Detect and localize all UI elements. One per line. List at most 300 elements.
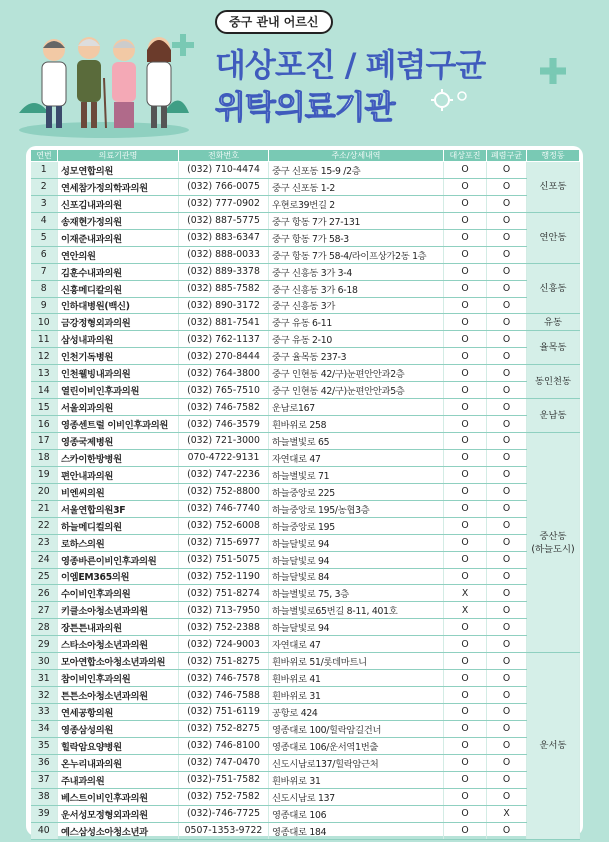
address: 흰바위로 258	[269, 416, 444, 433]
row-number: 40	[31, 822, 58, 839]
row-number: 4	[31, 212, 58, 229]
phone-number: (032) 752-2388	[179, 619, 269, 636]
clinic-name: 운서성모정형외과의원	[58, 805, 179, 822]
clinic-name: 온누리내과의원	[58, 754, 179, 771]
table-row	[31, 483, 580, 500]
row-number: 7	[31, 263, 58, 280]
pneumococcal-vaccine: O	[487, 348, 527, 365]
address: 영종대로 184	[269, 822, 444, 839]
plus-cross-icon	[172, 34, 194, 56]
shingles-vaccine: O	[444, 517, 487, 534]
table-row	[31, 517, 580, 534]
phone-number: 070-4722-9131	[179, 449, 269, 466]
phone-number: (032) 746-7588	[179, 687, 269, 704]
phone-number: (032) 883-6347	[179, 229, 269, 246]
pneumococcal-vaccine: O	[487, 737, 527, 754]
shingles-vaccine: O	[444, 483, 487, 500]
pneumococcal-vaccine: O	[487, 229, 527, 246]
clinic-name: 모아연합소아청소년과의원	[58, 653, 179, 670]
table-row	[31, 263, 580, 280]
row-number: 24	[31, 551, 58, 568]
table-row	[31, 382, 580, 399]
clinic-name: 이재준내과의원	[58, 229, 179, 246]
table-row	[31, 297, 580, 314]
row-number: 29	[31, 636, 58, 653]
column-header: 전화번호	[179, 150, 269, 162]
table-row	[31, 348, 580, 365]
column-header: 폐렴구균	[487, 150, 527, 162]
pneumococcal-vaccine: O	[487, 687, 527, 704]
row-number: 37	[31, 771, 58, 788]
pneumococcal-vaccine: O	[487, 365, 527, 382]
row-number: 12	[31, 348, 58, 365]
clinic-name: 김훈수내과의원	[58, 263, 179, 280]
table-row	[31, 162, 580, 179]
pneumococcal-vaccine: O	[487, 246, 527, 263]
clinic-name: 영종바른이비인후과의원	[58, 551, 179, 568]
row-number: 39	[31, 805, 58, 822]
column-header: 연번	[31, 150, 58, 162]
address: 영종대로 106	[269, 805, 444, 822]
page-subtitle: 위탁의료기관	[215, 88, 395, 126]
address: 중구 유동 2-10	[269, 331, 444, 348]
shingles-vaccine: O	[444, 195, 487, 212]
table-row	[31, 687, 580, 704]
table-row	[31, 466, 580, 483]
pneumococcal-vaccine: O	[487, 636, 527, 653]
phone-number: (032) 888-0033	[179, 246, 269, 263]
address: 자연대로 47	[269, 636, 444, 653]
table-row	[31, 568, 580, 585]
table-row	[31, 500, 580, 517]
phone-number: (032) 724-9003	[179, 636, 269, 653]
row-number: 15	[31, 399, 58, 416]
table-row	[31, 602, 580, 619]
table-row	[31, 178, 580, 195]
table-row	[31, 805, 580, 822]
pneumococcal-vaccine: O	[487, 399, 527, 416]
pneumococcal-vaccine: O	[487, 653, 527, 670]
shingles-vaccine: O	[444, 331, 487, 348]
phone-number: (032) 746-7578	[179, 670, 269, 687]
clinic-name: 인천웰빙내과의원	[58, 365, 179, 382]
pneumococcal-vaccine: O	[487, 771, 527, 788]
shingles-vaccine: O	[444, 636, 487, 653]
row-number: 10	[31, 314, 58, 331]
pneumococcal-vaccine: O	[487, 466, 527, 483]
address: 흰바위로 31	[269, 771, 444, 788]
clinic-name: 비엔씨의원	[58, 483, 179, 500]
phone-number: (032) 885-7582	[179, 280, 269, 297]
shingles-vaccine: O	[444, 246, 487, 263]
table-row	[31, 653, 580, 670]
pneumococcal-vaccine: O	[487, 449, 527, 466]
clinic-name: 베스트이비인후과의원	[58, 788, 179, 805]
page-title: 대상포진 / 폐렴구균	[215, 46, 486, 84]
clinic-name: 로하스의원	[58, 534, 179, 551]
table-row	[31, 433, 580, 450]
pneumococcal-vaccine: O	[487, 517, 527, 534]
column-header: 주소/상세내역	[269, 150, 444, 162]
address: 중구 항동 7가 27-131	[269, 212, 444, 229]
shingles-vaccine: O	[444, 670, 487, 687]
row-number: 16	[31, 416, 58, 433]
pneumococcal-vaccine: O	[487, 619, 527, 636]
phone-number: (032)-751-7582	[179, 771, 269, 788]
table-row	[31, 314, 580, 331]
row-number: 9	[31, 297, 58, 314]
table-row	[31, 280, 580, 297]
phone-number: (032) 710-4474	[179, 162, 269, 179]
row-number: 33	[31, 704, 58, 721]
phone-number: (032) 751-5075	[179, 551, 269, 568]
row-number: 13	[31, 365, 58, 382]
phone-number: (032) 766-0075	[179, 178, 269, 195]
table-body	[31, 162, 580, 840]
address: 흰바위로 51/롯데마트니	[269, 653, 444, 670]
address: 중구 유동 6-11	[269, 314, 444, 331]
address: 우현로39번길 2	[269, 195, 444, 212]
shingles-vaccine: O	[444, 399, 487, 416]
virus-icon	[430, 88, 470, 112]
row-number: 34	[31, 720, 58, 737]
shingles-vaccine: O	[444, 822, 487, 839]
phone-number: (032) 751-8274	[179, 585, 269, 602]
pneumococcal-vaccine: O	[487, 754, 527, 771]
region-cell: 운서동	[527, 653, 580, 839]
shingles-vaccine: X	[444, 585, 487, 602]
page-header	[0, 0, 609, 140]
address: 중구 신흥동 3가	[269, 297, 444, 314]
shingles-vaccine: O	[444, 280, 487, 297]
shingles-vaccine: O	[444, 229, 487, 246]
phone-number: (032) 751-6119	[179, 704, 269, 721]
table-row	[31, 585, 580, 602]
region-cell: 신포동	[527, 162, 580, 213]
phone-number: (032) 746-8100	[179, 737, 269, 754]
shingles-vaccine: O	[444, 805, 487, 822]
table-header-row	[31, 150, 580, 162]
phone-number: (032) 752-8275	[179, 720, 269, 737]
pneumococcal-vaccine: O	[487, 500, 527, 517]
row-number: 35	[31, 737, 58, 754]
clinic-name: 주내과의원	[58, 771, 179, 788]
table-row	[31, 720, 580, 737]
table-row	[31, 246, 580, 263]
clinic-name: 편안내과의원	[58, 466, 179, 483]
shingles-vaccine: O	[444, 348, 487, 365]
phone-number: (032) 777-0902	[179, 195, 269, 212]
clinic-name: 스타소아청소년과의원	[58, 636, 179, 653]
clinic-name: 성모연합의원	[58, 162, 179, 179]
row-number: 8	[31, 280, 58, 297]
row-number: 2	[31, 178, 58, 195]
row-number: 38	[31, 788, 58, 805]
region-cell: 율목동	[527, 331, 580, 365]
address: 하늘별빛로 65	[269, 433, 444, 450]
phone-number: (032) 270-8444	[179, 348, 269, 365]
table-row	[31, 331, 580, 348]
address: 중구 항동 7가 58-3	[269, 229, 444, 246]
clinic-name: 영종센트럴 이비인후과의원	[58, 416, 179, 433]
phone-number: (032) 889-3378	[179, 263, 269, 280]
address: 중구 율목동 237-3	[269, 348, 444, 365]
row-number: 17	[31, 433, 58, 450]
phone-number: (032) 752-6008	[179, 517, 269, 534]
region-cell: 연안동	[527, 212, 580, 263]
shingles-vaccine: O	[444, 704, 487, 721]
shingles-vaccine: O	[444, 754, 487, 771]
table-row	[31, 534, 580, 551]
clinic-name: 튼튼소아청소년과의원	[58, 687, 179, 704]
clinic-name: 연세참가정의학과의원	[58, 178, 179, 195]
pneumococcal-vaccine: O	[487, 195, 527, 212]
pneumococcal-vaccine: O	[487, 433, 527, 450]
pneumococcal-vaccine: O	[487, 483, 527, 500]
shingles-vaccine: O	[444, 720, 487, 737]
address: 하늘별빛로 71	[269, 466, 444, 483]
address: 하늘달빛로 84	[269, 568, 444, 585]
phone-number: (032) 752-7582	[179, 788, 269, 805]
shingles-vaccine: O	[444, 653, 487, 670]
shingles-vaccine: O	[444, 619, 487, 636]
row-number: 28	[31, 619, 58, 636]
table-row	[31, 416, 580, 433]
shingles-vaccine: O	[444, 314, 487, 331]
phone-number: (032) 746-7582	[179, 399, 269, 416]
pneumococcal-vaccine: O	[487, 382, 527, 399]
pneumococcal-vaccine: O	[487, 416, 527, 433]
column-header: 행정동	[527, 150, 580, 162]
table-row	[31, 229, 580, 246]
pneumococcal-vaccine: O	[487, 551, 527, 568]
shingles-vaccine: O	[444, 687, 487, 704]
table-row	[31, 822, 580, 839]
clinic-name: 연세공항의원	[58, 704, 179, 721]
table-row	[31, 365, 580, 382]
clinic-name: 힐락암요양병원	[58, 737, 179, 754]
region-cell: 운남동	[527, 399, 580, 433]
phone-number: (032) 765-7510	[179, 382, 269, 399]
pneumococcal-vaccine: O	[487, 822, 527, 839]
row-number: 25	[31, 568, 58, 585]
shingles-vaccine: O	[444, 382, 487, 399]
clinic-name: 서울연합의원3F	[58, 500, 179, 517]
clinic-name: 신포김내과의원	[58, 195, 179, 212]
address: 하늘별빛로 75, 3층	[269, 585, 444, 602]
phone-number: (032) 715-6977	[179, 534, 269, 551]
clinic-name: 삼성내과의원	[58, 331, 179, 348]
clinic-name: 서울외과의원	[58, 399, 179, 416]
region-cell: 신흥동	[527, 263, 580, 314]
shingles-vaccine: O	[444, 500, 487, 517]
phone-number: (032) 890-3172	[179, 297, 269, 314]
shingles-vaccine: O	[444, 568, 487, 585]
clinic-name: 이엠EM365의원	[58, 568, 179, 585]
row-number: 30	[31, 653, 58, 670]
address: 영종대로 100/힐락암길건너	[269, 720, 444, 737]
phone-number: (032) 752-8800	[179, 483, 269, 500]
shingles-vaccine: O	[444, 737, 487, 754]
clinic-name: 참이비인후과의원	[58, 670, 179, 687]
row-number: 1	[31, 162, 58, 179]
plus-cross-icon	[540, 58, 566, 84]
phone-number: (032) 746-3579	[179, 416, 269, 433]
shingles-vaccine: O	[444, 534, 487, 551]
pneumococcal-vaccine: O	[487, 720, 527, 737]
row-number: 26	[31, 585, 58, 602]
pneumococcal-vaccine: O	[487, 297, 527, 314]
phone-number: (032)-746-7725	[179, 805, 269, 822]
address: 중구 신포동 15-9 /2층	[269, 162, 444, 179]
address: 공항로 424	[269, 704, 444, 721]
address: 중구 신포동 1-2	[269, 178, 444, 195]
table-row	[31, 754, 580, 771]
row-number: 23	[31, 534, 58, 551]
region-cell: 유동	[527, 314, 580, 331]
phone-number: (032) 752-1190	[179, 568, 269, 585]
pneumococcal-vaccine: O	[487, 314, 527, 331]
shingles-vaccine: O	[444, 466, 487, 483]
clinic-name: 열린이비인후과의원	[58, 382, 179, 399]
pneumococcal-vaccine: O	[487, 212, 527, 229]
row-number: 18	[31, 449, 58, 466]
address: 영종대로 106/운서역1번출	[269, 737, 444, 754]
clinic-table	[30, 149, 580, 840]
table-row	[31, 551, 580, 568]
phone-number: (032) 751-8275	[179, 653, 269, 670]
address: 중구 항동 7가 58-4/라이프상가2동 1층	[269, 246, 444, 263]
shingles-vaccine: O	[444, 297, 487, 314]
clinic-name: 수이비인후과의원	[58, 585, 179, 602]
pneumococcal-vaccine: O	[487, 534, 527, 551]
phone-number: (032) 746-7740	[179, 500, 269, 517]
clinic-name: 예스삼성소아청소년과	[58, 822, 179, 839]
address: 흰바위로 41	[269, 670, 444, 687]
address: 신도시남로 137	[269, 788, 444, 805]
phone-number: (032) 764-3800	[179, 365, 269, 382]
clinic-name: 장튼튼내과의원	[58, 619, 179, 636]
shingles-vaccine: O	[444, 433, 487, 450]
address: 하늘중앙로 195/농협3층	[269, 500, 444, 517]
pneumococcal-vaccine: O	[487, 568, 527, 585]
shingles-vaccine: O	[444, 178, 487, 195]
table-row	[31, 704, 580, 721]
table-row	[31, 449, 580, 466]
row-number: 5	[31, 229, 58, 246]
pneumococcal-vaccine: O	[487, 178, 527, 195]
row-number: 11	[31, 331, 58, 348]
pneumococcal-vaccine: O	[487, 331, 527, 348]
phone-number: (032) 747-2236	[179, 466, 269, 483]
address: 신도시남로137/힐락암근처	[269, 754, 444, 771]
row-number: 27	[31, 602, 58, 619]
shingles-vaccine: O	[444, 162, 487, 179]
shingles-vaccine: O	[444, 551, 487, 568]
clinic-name: 영종국제병원	[58, 433, 179, 450]
table-row	[31, 737, 580, 754]
row-number: 36	[31, 754, 58, 771]
address: 하늘별빛로65번길 8-11, 401호	[269, 602, 444, 619]
phone-number: (032) 721-3000	[179, 433, 269, 450]
address: 흰바위로 31	[269, 687, 444, 704]
pneumococcal-vaccine: O	[487, 162, 527, 179]
clinic-name: 영종삼성의원	[58, 720, 179, 737]
column-header: 대상포진	[444, 150, 487, 162]
phone-number: (032) 762-1137	[179, 331, 269, 348]
clinic-name: 연안의원	[58, 246, 179, 263]
address: 하늘중앙로 225	[269, 483, 444, 500]
row-number: 22	[31, 517, 58, 534]
clinic-name: 스카이한방병원	[58, 449, 179, 466]
pneumococcal-vaccine: O	[487, 280, 527, 297]
table-row	[31, 212, 580, 229]
region-cell: 중산동 (하늘도시)	[527, 433, 580, 653]
clinic-name: 신흥메디칼의원	[58, 280, 179, 297]
table-row	[31, 619, 580, 636]
pneumococcal-vaccine: O	[487, 585, 527, 602]
row-number: 19	[31, 466, 58, 483]
tag-label: 중구 관내 어르신	[215, 10, 333, 34]
shingles-vaccine: O	[444, 788, 487, 805]
shingles-vaccine: X	[444, 602, 487, 619]
row-number: 32	[31, 687, 58, 704]
pneumococcal-vaccine: O	[487, 670, 527, 687]
row-number: 14	[31, 382, 58, 399]
pneumococcal-vaccine: O	[487, 704, 527, 721]
table-row	[31, 771, 580, 788]
pneumococcal-vaccine: O	[487, 602, 527, 619]
table-row	[31, 195, 580, 212]
table-row	[31, 788, 580, 805]
address: 중구 신흥동 3가 3-4	[269, 263, 444, 280]
shingles-vaccine: O	[444, 449, 487, 466]
shingles-vaccine: O	[444, 365, 487, 382]
row-number: 31	[31, 670, 58, 687]
shingles-vaccine: O	[444, 263, 487, 280]
row-number: 20	[31, 483, 58, 500]
pneumococcal-vaccine: O	[487, 788, 527, 805]
phone-number: (032) 713-7950	[179, 602, 269, 619]
row-number: 21	[31, 500, 58, 517]
table-row	[31, 636, 580, 653]
region-cell: 동인천동	[527, 365, 580, 399]
clinic-name: 인하대병원(백신)	[58, 297, 179, 314]
address: 자연대로 47	[269, 449, 444, 466]
row-number: 6	[31, 246, 58, 263]
phone-number: (032) 881-7541	[179, 314, 269, 331]
row-number: 3	[31, 195, 58, 212]
phone-number: (032) 887-5775	[179, 212, 269, 229]
column-header: 의료기관명	[58, 150, 179, 162]
shingles-vaccine: O	[444, 771, 487, 788]
address: 중구 인현동 42/구)눈편안안과2층	[269, 365, 444, 382]
address: 중구 인현동 42/구)눈편안안과5층	[269, 382, 444, 399]
address: 운남로167	[269, 399, 444, 416]
address: 하늘달빛로 94	[269, 534, 444, 551]
pneumococcal-vaccine: O	[487, 263, 527, 280]
elderly-people-illustration	[14, 18, 189, 138]
address: 하늘달빛로 94	[269, 551, 444, 568]
clinic-name: 송재현가정의원	[58, 212, 179, 229]
address: 하늘달빛로 94	[269, 619, 444, 636]
phone-number: (032) 747-0470	[179, 754, 269, 771]
table-row	[31, 399, 580, 416]
clinic-name: 금강정형외과의원	[58, 314, 179, 331]
clinic-name: 하늘메디컬의원	[58, 517, 179, 534]
clinic-name: 키클소아청소년과의원	[58, 602, 179, 619]
table-row	[31, 670, 580, 687]
